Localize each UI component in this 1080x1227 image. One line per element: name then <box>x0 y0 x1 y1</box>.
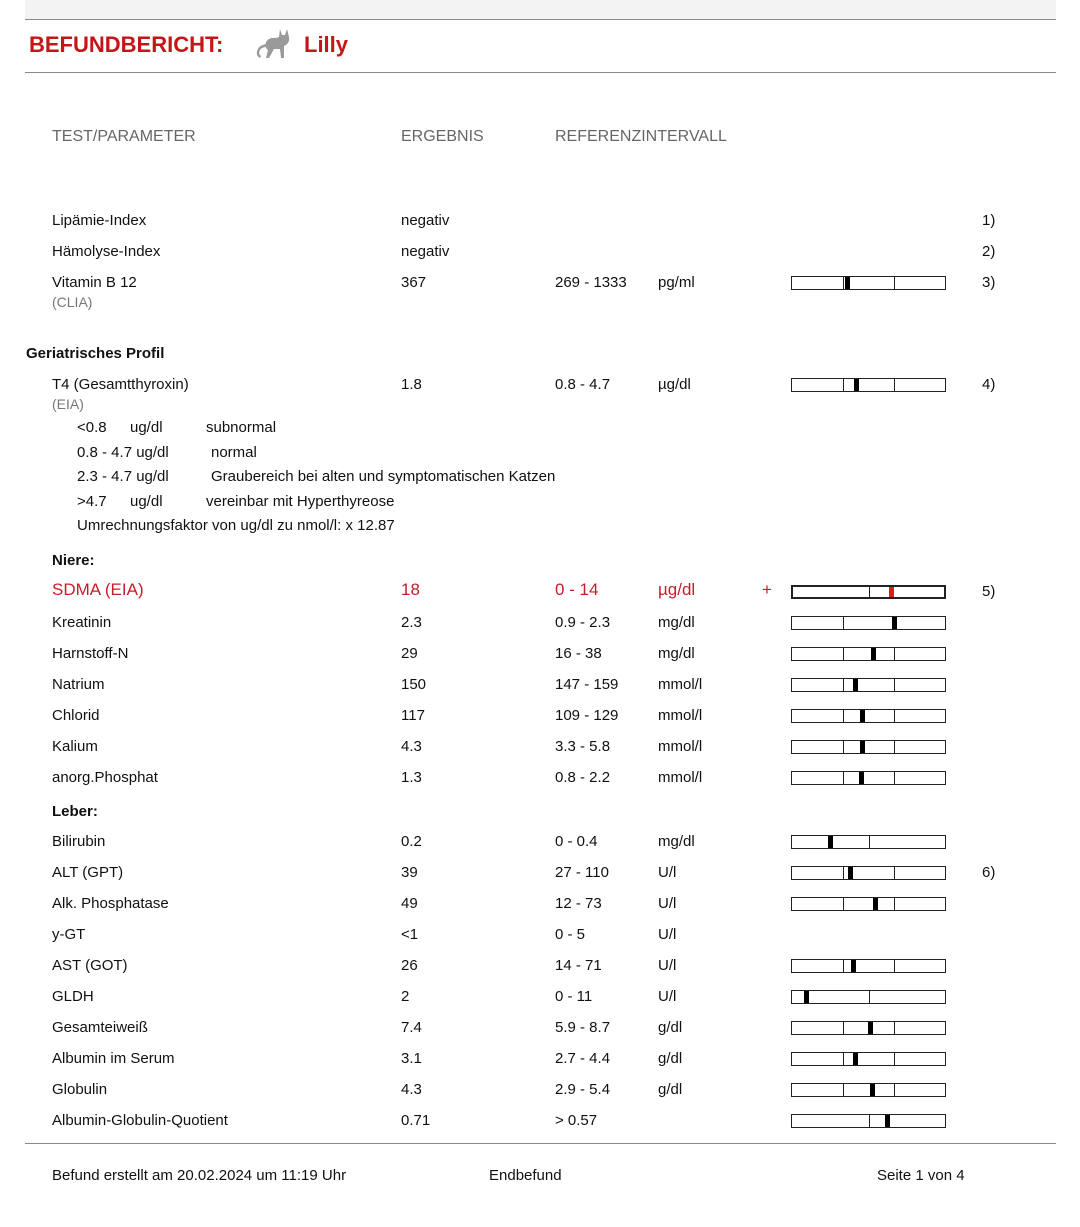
range-bar <box>791 990 946 1004</box>
range-bar <box>791 585 946 599</box>
range-bar-tick <box>843 960 844 972</box>
patient-name: Lilly <box>304 32 349 57</box>
result-row <box>0 580 1080 604</box>
test-value: 0.2 <box>401 833 422 850</box>
result-row <box>0 1112 1080 1136</box>
legend-text: vereinbar mit Hyperthyreose <box>206 493 395 510</box>
footer-page: Seite 1 von 4 <box>877 1167 965 1184</box>
report-title: BEFUNDBERICHT: <box>29 32 224 57</box>
range-bar-marker <box>860 741 865 753</box>
range-bar <box>791 835 946 849</box>
range-bar-tick <box>894 1053 895 1065</box>
unit: U/l <box>658 895 677 912</box>
range-bar-tick <box>894 277 895 289</box>
range-bar <box>791 1114 946 1128</box>
footnote-ref: 3) <box>982 274 996 291</box>
test-value: 39 <box>401 864 418 881</box>
result-row-vitamin-b12 <box>0 274 1080 298</box>
legend-range: >4.7 <box>77 493 107 510</box>
range-bar-marker <box>853 679 858 691</box>
test-value: 1.8 <box>401 376 422 393</box>
range-bar-marker <box>804 991 809 1003</box>
range-bar-marker <box>860 710 865 722</box>
range-bar <box>791 678 946 692</box>
cat-icon <box>254 27 294 61</box>
test-name: Albumin-Globulin-Quotient <box>52 1112 228 1129</box>
legend-text: subnormal <box>206 419 277 436</box>
range-bar-marker <box>889 587 894 597</box>
test-value: negativ <box>401 243 450 260</box>
test-name: Alk. Phosphatase <box>52 895 169 912</box>
result-row <box>0 738 1080 762</box>
test-value: 0.71 <box>401 1112 431 1129</box>
range-bar <box>791 709 946 723</box>
range-bar-tick <box>894 1022 895 1034</box>
legend-text: normal <box>211 444 257 461</box>
result-row <box>0 769 1080 793</box>
test-name: Globulin <box>52 1081 108 1098</box>
test-value: 7.4 <box>401 1019 422 1036</box>
reference-range: 109 - 129 <box>555 707 619 724</box>
test-value: 367 <box>401 274 427 291</box>
range-bar-marker <box>828 836 833 848</box>
reference-range: 0.8 - 2.2 <box>555 769 611 786</box>
footnote-ref: 4) <box>982 376 996 393</box>
legend-range: 0.8 - 4.7 ug/dl <box>77 444 169 461</box>
unit: g/dl <box>658 1019 683 1036</box>
legend-text: Graubereich bei alten und symptomatischen Katzen <box>211 468 556 485</box>
section-title-liver: Leber: <box>52 803 98 820</box>
result-row <box>0 1050 1080 1074</box>
range-bar-tick <box>869 836 870 848</box>
legend-unit: ug/dl <box>130 419 163 436</box>
range-bar <box>791 378 946 392</box>
reference-range: 269 - 1333 <box>555 274 627 291</box>
test-name: Hämolyse-Index <box>52 243 161 260</box>
test-name: ALT (GPT) <box>52 864 124 881</box>
range-bar-marker <box>871 648 876 660</box>
test-name: anorg.Phosphat <box>52 769 158 786</box>
section-title-geriatric: Geriatrisches Profil <box>26 345 165 362</box>
range-bar-tick <box>843 617 844 629</box>
test-name: Albumin im Serum <box>52 1050 175 1067</box>
reference-range: 0.9 - 2.3 <box>555 614 611 631</box>
top-bar <box>25 0 1056 20</box>
range-bar <box>791 276 946 290</box>
range-bar-tick <box>894 679 895 691</box>
reference-range: 2.9 - 5.4 <box>555 1081 611 1098</box>
test-value: 18 <box>401 580 420 599</box>
test-name: AST (GOT) <box>52 957 128 974</box>
range-bar-marker <box>854 379 859 391</box>
unit: mmol/l <box>658 676 703 693</box>
range-bar <box>791 616 946 630</box>
test-name: Harnstoff-N <box>52 645 129 662</box>
reference-range: 0 - 0.4 <box>555 833 598 850</box>
range-bar-tick <box>894 741 895 753</box>
result-row <box>0 645 1080 669</box>
column-header-reference: REFERENZINTERVALL <box>555 128 727 145</box>
unit: µg/dl <box>658 376 691 393</box>
range-bar-tick <box>894 867 895 879</box>
range-bar-marker <box>873 898 878 910</box>
range-bar-tick <box>843 772 844 784</box>
reference-range: > 0.57 <box>555 1112 598 1129</box>
result-row-lipaemia <box>0 212 1080 236</box>
result-row <box>0 1081 1080 1105</box>
abnormal-flag: + <box>762 580 772 599</box>
test-name: y-GT <box>52 926 86 943</box>
reference-range: 0 - 5 <box>555 926 586 943</box>
range-bar-tick <box>843 379 844 391</box>
test-name: GLDH <box>52 988 94 1005</box>
unit: mg/dl <box>658 614 695 631</box>
range-bar-marker <box>892 617 897 629</box>
reference-range: 16 - 38 <box>555 645 602 662</box>
conversion-text: Umrechnungsfaktor von ug/dl zu nmol/l: x 12.87 <box>77 517 395 534</box>
reference-range: 12 - 73 <box>555 895 602 912</box>
unit: mg/dl <box>658 833 695 850</box>
range-bar <box>791 740 946 754</box>
range-bar <box>791 1052 946 1066</box>
range-bar-marker <box>870 1084 875 1096</box>
test-name: T4 (Gesamtthyroxin) <box>52 376 189 393</box>
test-method: (EIA) <box>52 396 84 412</box>
range-bar-tick <box>843 1053 844 1065</box>
range-bar-tick <box>843 648 844 660</box>
test-name: SDMA (EIA) <box>52 580 144 599</box>
range-bar <box>791 771 946 785</box>
test-value: 2.3 <box>401 614 422 631</box>
range-bar-tick <box>894 1084 895 1096</box>
range-bar-tick <box>894 898 895 910</box>
reference-range: 147 - 159 <box>555 676 619 693</box>
range-bar-tick <box>869 587 870 597</box>
range-bar-tick <box>843 1022 844 1034</box>
result-row <box>0 864 1080 888</box>
test-value: 1.3 <box>401 769 422 786</box>
test-name: Natrium <box>52 676 105 693</box>
unit: mmol/l <box>658 738 703 755</box>
range-bar <box>791 897 946 911</box>
range-bar-tick <box>869 1115 870 1127</box>
reference-range: 14 - 71 <box>555 957 602 974</box>
test-name: Kalium <box>52 738 98 755</box>
legend-range: 2.3 - 4.7 ug/dl <box>77 468 169 485</box>
unit: mmol/l <box>658 769 703 786</box>
reference-range: 0 - 11 <box>555 988 593 1005</box>
column-header-test: TEST/PARAMETER <box>52 128 196 145</box>
test-value: 4.3 <box>401 738 422 755</box>
range-bar <box>791 1021 946 1035</box>
footer-created: Befund erstellt am 20.02.2024 um 11:19 Uhr <box>52 1167 347 1184</box>
unit: g/dl <box>658 1050 683 1067</box>
unit: mmol/l <box>658 707 703 724</box>
reference-range: 2.7 - 4.4 <box>555 1050 611 1067</box>
test-value: 150 <box>401 676 427 693</box>
unit: mg/dl <box>658 645 695 662</box>
section-title-kidney: Niere: <box>52 552 95 569</box>
range-bar-marker <box>868 1022 873 1034</box>
range-bar <box>791 1083 946 1097</box>
footnote-ref: 2) <box>982 243 996 260</box>
range-bar-marker <box>885 1115 890 1127</box>
unit: U/l <box>658 926 677 943</box>
range-bar-tick <box>843 277 844 289</box>
test-name: Vitamin B 12 <box>52 274 137 291</box>
result-row <box>0 957 1080 981</box>
range-bar-tick <box>843 710 844 722</box>
range-bar-tick <box>843 679 844 691</box>
result-row-t4 <box>0 376 1080 400</box>
range-bar-tick <box>843 1084 844 1096</box>
range-bar-tick <box>894 772 895 784</box>
range-bar-tick <box>894 960 895 972</box>
reference-range: 5.9 - 8.7 <box>555 1019 611 1036</box>
unit: U/l <box>658 864 677 881</box>
test-name: Kreatinin <box>52 614 112 631</box>
range-bar-marker <box>851 960 856 972</box>
reference-range: 0.8 - 4.7 <box>555 376 611 393</box>
test-method: (CLIA) <box>52 294 93 310</box>
result-row <box>0 707 1080 731</box>
range-bar-tick <box>843 867 844 879</box>
test-name: Lipämie-Index <box>52 212 147 229</box>
range-bar-tick <box>843 898 844 910</box>
result-row <box>0 926 1080 950</box>
range-bar-marker <box>845 277 850 289</box>
legend-range: <0.8 <box>77 419 107 436</box>
footnote-ref: 1) <box>982 212 996 229</box>
test-value: 4.3 <box>401 1081 422 1098</box>
footnote-ref: 5) <box>982 583 996 600</box>
range-bar-marker <box>859 772 864 784</box>
range-bar-tick <box>894 710 895 722</box>
reference-range: 27 - 110 <box>555 864 609 881</box>
footnote-ref: 6) <box>982 864 996 881</box>
result-row <box>0 988 1080 1012</box>
unit: U/l <box>658 988 677 1005</box>
test-name: Chlorid <box>52 707 100 724</box>
range-bar-tick <box>894 648 895 660</box>
reference-range: 0 - 14 <box>555 580 599 599</box>
result-row <box>0 895 1080 919</box>
reference-range: 3.3 - 5.8 <box>555 738 611 755</box>
test-value: 2 <box>401 988 410 1005</box>
footer-status: Endbefund <box>489 1167 562 1184</box>
test-value: 26 <box>401 957 418 974</box>
range-bar-marker <box>848 867 853 879</box>
test-value: 49 <box>401 895 418 912</box>
range-bar <box>791 866 946 880</box>
result-row <box>0 1019 1080 1043</box>
test-name: Bilirubin <box>52 833 106 850</box>
range-bar-marker <box>853 1053 858 1065</box>
test-value: 117 <box>401 707 425 724</box>
test-name: Gesamteiweiß <box>52 1019 148 1036</box>
legend-unit: ug/dl <box>130 493 163 510</box>
range-bar-tick <box>843 741 844 753</box>
test-value: <1 <box>401 926 419 943</box>
column-header-result: ERGEBNIS <box>401 128 484 145</box>
range-bar-tick <box>894 379 895 391</box>
result-row <box>0 833 1080 857</box>
test-value: 29 <box>401 645 418 662</box>
result-row <box>0 614 1080 638</box>
unit: µg/dl <box>658 580 696 599</box>
range-bar <box>791 959 946 973</box>
unit: U/l <box>658 957 677 974</box>
unit: pg/ml <box>658 274 695 291</box>
range-bar <box>791 647 946 661</box>
range-bar-tick <box>869 991 870 1003</box>
header-divider <box>25 72 1056 73</box>
test-value: 3.1 <box>401 1050 422 1067</box>
result-row <box>0 676 1080 700</box>
test-value: negativ <box>401 212 450 229</box>
unit: g/dl <box>658 1081 683 1098</box>
footer-divider <box>25 1143 1056 1144</box>
result-row-haemolysis <box>0 243 1080 267</box>
